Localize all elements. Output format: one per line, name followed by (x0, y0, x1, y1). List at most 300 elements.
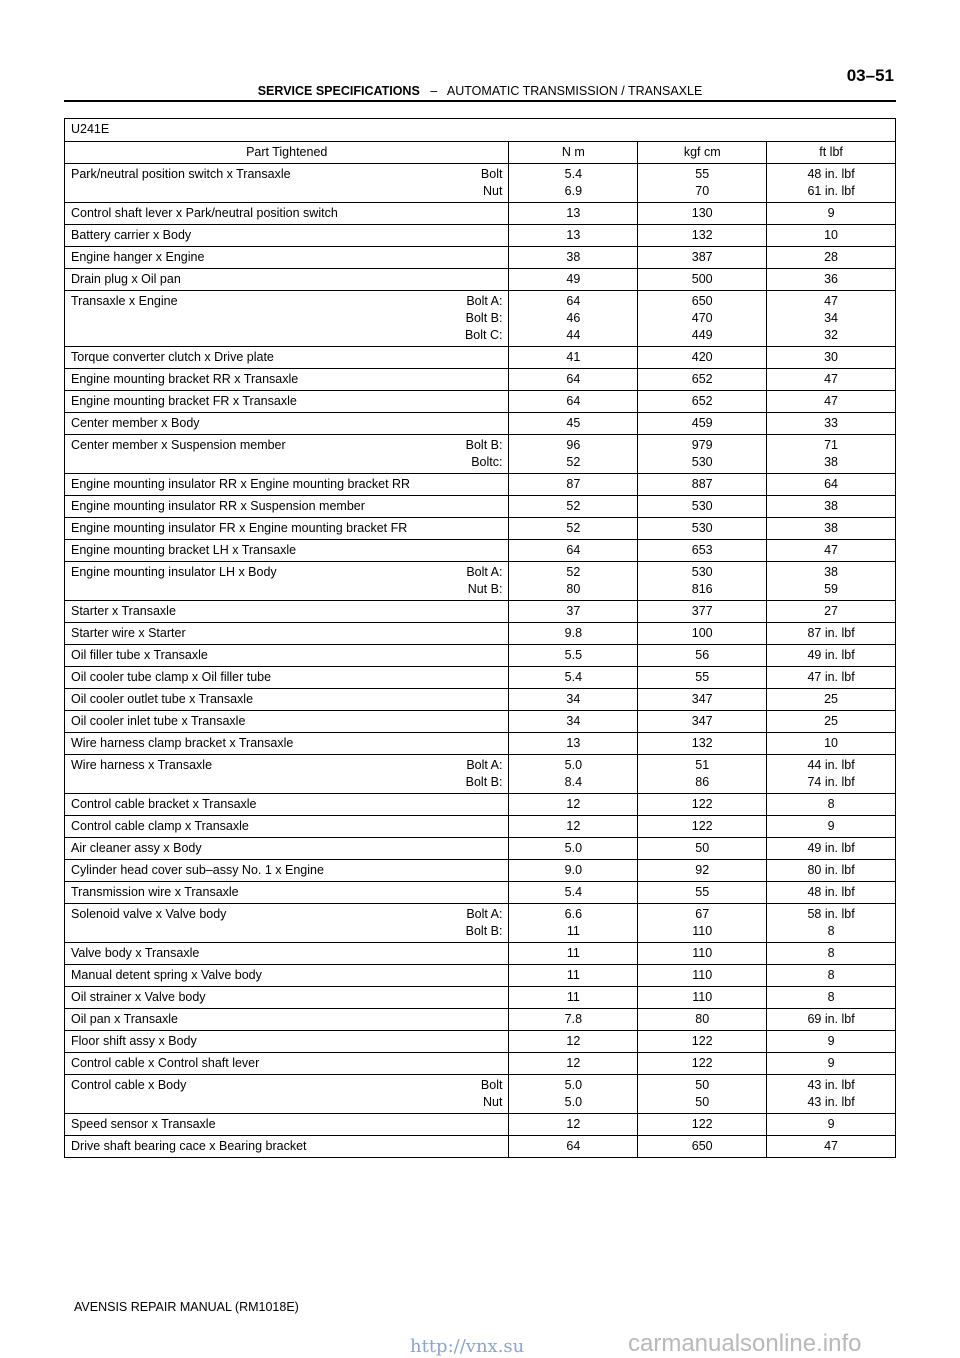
torque-value: 122 (691, 1056, 713, 1070)
table-row (65, 860, 896, 882)
torque-value: 48 in. lbf (807, 885, 855, 899)
torque-value: 816 (691, 582, 713, 596)
table-row (65, 965, 896, 987)
kgf-cell (638, 943, 767, 965)
part-name: Speed sensor x Transaxle (71, 1117, 216, 1131)
ftlbf-cell (767, 391, 896, 413)
kgf-cell (638, 711, 767, 733)
torque-value: 50 (695, 1095, 710, 1109)
torque-value: 46 (566, 311, 581, 325)
nm-cell (509, 987, 638, 1009)
kgf-cell (638, 1031, 767, 1053)
torque-value: 27 (824, 604, 839, 618)
part-cell (65, 540, 509, 562)
kgf-cell (638, 474, 767, 496)
torque-value: 459 (691, 416, 713, 430)
part-cell (65, 269, 509, 291)
part-name: Control cable bracket x Transaxle (71, 797, 257, 811)
part-name: Control cable clamp x Transaxle (71, 819, 249, 833)
torque-value: 64 (566, 1139, 581, 1153)
torque-value: 67 (695, 907, 710, 921)
torque-value: 38 (566, 250, 581, 264)
ftlbf-cell (767, 987, 896, 1009)
kgf-cell (638, 882, 767, 904)
torque-value: 12 (566, 1056, 581, 1070)
part-cell (65, 711, 509, 733)
torque-value: 13 (566, 228, 581, 242)
nm-cell (509, 1031, 638, 1053)
kgf-cell (638, 733, 767, 755)
table-row (65, 1053, 896, 1075)
torque-value: 10 (824, 736, 839, 750)
part-cell (65, 904, 509, 943)
nm-cell (509, 943, 638, 965)
part-name: Drive shaft bearing cace x Bearing bracket (71, 1139, 307, 1153)
torque-value: 48 in. lbf (807, 167, 855, 181)
torque-value: 70 (695, 184, 710, 198)
part-name: Engine mounting insulator RR x Suspension member (71, 499, 365, 513)
nm-cell (509, 1053, 638, 1075)
torque-value: 122 (691, 819, 713, 833)
torque-value: 52 (566, 455, 581, 469)
part-cell (65, 1114, 509, 1136)
part-cell (65, 860, 509, 882)
ftlbf-cell (767, 269, 896, 291)
kgf-cell (638, 860, 767, 882)
part-name: Wire harness x Transaxle (71, 758, 213, 772)
ftlbf-cell (767, 247, 896, 269)
kgf-cell (638, 816, 767, 838)
ftlbf-cell (767, 291, 896, 347)
watermark-url: http://vnx.su (410, 1336, 525, 1357)
torque-value: 64 (566, 394, 581, 408)
table-row (65, 943, 896, 965)
part-cell (65, 225, 509, 247)
part-name: Starter x Transaxle (71, 604, 176, 618)
torque-value: 64 (824, 477, 839, 491)
ftlbf-cell (767, 1053, 896, 1075)
torque-value: 449 (691, 328, 713, 342)
torque-value: 100 (691, 626, 713, 640)
torque-value: 652 (691, 394, 713, 408)
table-row (65, 413, 896, 435)
torque-value: 49 in. lbf (807, 841, 855, 855)
torque-value: 6.6 (564, 907, 583, 921)
ftlbf-cell (767, 816, 896, 838)
part-name: Valve body x Transaxle (71, 946, 200, 960)
ftlbf-cell (767, 601, 896, 623)
kgf-cell (638, 203, 767, 225)
torque-value: 47 (824, 394, 839, 408)
kgf-cell (638, 291, 767, 347)
kgf-cell (638, 755, 767, 794)
column-header: kgf cm (638, 142, 767, 164)
kgf-cell (638, 1075, 767, 1114)
torque-value: 132 (691, 228, 713, 242)
ftlbf-cell (767, 474, 896, 496)
torque-value: 34 (566, 714, 581, 728)
part-cell (65, 816, 509, 838)
nm-cell (509, 689, 638, 711)
fastener-label: Bolt C: (464, 328, 503, 342)
torque-value: 80 in. lbf (807, 863, 855, 877)
table-row (65, 1009, 896, 1031)
fastener-label: Bolt (480, 167, 503, 181)
torque-value: 52 (566, 565, 581, 579)
ftlbf-cell (767, 1031, 896, 1053)
nm-cell (509, 291, 638, 347)
part-name: Engine mounting insulator FR x Engine mounting bracket FR (71, 521, 408, 535)
table-row (65, 711, 896, 733)
torque-value: 11 (566, 968, 580, 982)
kgf-cell (638, 413, 767, 435)
nm-cell (509, 1009, 638, 1031)
part-name: Oil pan x Transaxle (71, 1012, 178, 1026)
part-cell (65, 562, 509, 601)
table-row (65, 755, 896, 794)
torque-value: 5.0 (564, 1078, 583, 1092)
section-title-bold: SERVICE SPECIFICATIONS (257, 84, 420, 98)
torque-value: 51 (695, 758, 710, 772)
part-name: Control cable x Control shaft lever (71, 1056, 260, 1070)
fastener-label: Bolt A: (466, 758, 503, 772)
part-name: Center member x Suspension member (71, 438, 286, 452)
torque-value: 530 (691, 455, 713, 469)
torque-value: 34 (824, 311, 839, 325)
part-cell (65, 623, 509, 645)
part-name: Solenoid valve x Valve body (71, 907, 227, 921)
part-name: Wire harness clamp bracket x Transaxle (71, 736, 294, 750)
torque-value: 979 (691, 438, 713, 452)
ftlbf-cell (767, 562, 896, 601)
table-row (65, 203, 896, 225)
part-name: Battery carrier x Body (71, 228, 192, 242)
torque-value: 132 (691, 736, 713, 750)
table-row (65, 518, 896, 540)
nm-cell (509, 711, 638, 733)
ftlbf-cell (767, 943, 896, 965)
ftlbf-cell (767, 203, 896, 225)
kgf-cell (638, 1136, 767, 1158)
part-cell (65, 667, 509, 689)
torque-value: 30 (824, 350, 839, 364)
torque-value: 347 (691, 714, 713, 728)
part-name: Engine mounting insulator RR x Engine mounting bracket RR (71, 477, 411, 491)
kgf-cell (638, 247, 767, 269)
part-cell (65, 496, 509, 518)
ftlbf-cell (767, 225, 896, 247)
part-cell (65, 413, 509, 435)
torque-value: 38 (824, 455, 839, 469)
part-cell (65, 755, 509, 794)
torque-value: 47 (824, 1139, 839, 1153)
part-cell (65, 291, 509, 347)
fastener-label: Bolt A: (466, 907, 503, 921)
torque-value: 5.0 (564, 1095, 583, 1109)
part-cell (65, 1031, 509, 1053)
torque-value: 9 (827, 1056, 835, 1070)
kgf-cell (638, 623, 767, 645)
fastener-label: Bolt B: (465, 924, 503, 938)
kgf-cell (638, 562, 767, 601)
nm-cell (509, 904, 638, 943)
torque-value: 49 in. lbf (807, 648, 855, 662)
part-cell (65, 1053, 509, 1075)
kgf-cell (638, 1009, 767, 1031)
nm-cell (509, 474, 638, 496)
torque-value: 5.5 (564, 648, 583, 662)
part-cell (65, 347, 509, 369)
part-cell (65, 474, 509, 496)
kgf-cell (638, 269, 767, 291)
torque-value: 377 (691, 604, 713, 618)
fastener-label: Bolt (480, 1078, 503, 1092)
part-name: Oil cooler tube clamp x Oil filler tube (71, 670, 272, 684)
column-header: ft lbf (767, 142, 896, 164)
nm-cell (509, 413, 638, 435)
nm-cell (509, 369, 638, 391)
ftlbf-cell (767, 755, 896, 794)
kgf-cell (638, 435, 767, 474)
nm-cell (509, 623, 638, 645)
table-row (65, 391, 896, 413)
torque-value: 650 (691, 294, 713, 308)
kgf-cell (638, 1053, 767, 1075)
kgf-cell (638, 645, 767, 667)
section-separator: – (430, 84, 438, 98)
nm-cell (509, 435, 638, 474)
torque-value: 71 (824, 438, 839, 452)
ftlbf-cell (767, 1009, 896, 1031)
torque-value: 653 (691, 543, 713, 557)
nm-cell (509, 1075, 638, 1114)
nm-cell (509, 347, 638, 369)
kgf-cell (638, 838, 767, 860)
torque-value: 43 in. lbf (807, 1095, 855, 1109)
torque-value: 55 (695, 885, 710, 899)
torque-spec-table (64, 118, 896, 1158)
part-name: Air cleaner assy x Body (71, 841, 202, 855)
torque-value: 56 (695, 648, 710, 662)
part-name: Drain plug x Oil pan (71, 272, 181, 286)
ftlbf-cell (767, 860, 896, 882)
ftlbf-cell (767, 623, 896, 645)
ftlbf-cell (767, 904, 896, 943)
torque-value: 9 (827, 819, 835, 833)
table-row (65, 496, 896, 518)
table-row (65, 1031, 896, 1053)
torque-value: 50 (695, 1078, 710, 1092)
table-row (65, 435, 896, 474)
fastener-label: Bolt B: (465, 311, 503, 325)
torque-value: 58 in. lbf (807, 907, 855, 921)
torque-value: 8.4 (564, 775, 583, 789)
torque-value: 80 (566, 582, 581, 596)
kgf-cell (638, 369, 767, 391)
nm-cell (509, 816, 638, 838)
ftlbf-cell (767, 1075, 896, 1114)
torque-value: 9 (827, 206, 835, 220)
ftlbf-cell (767, 711, 896, 733)
torque-value: 652 (691, 372, 713, 386)
torque-value: 47 in. lbf (807, 670, 855, 684)
header-rule (64, 100, 896, 102)
nm-cell (509, 667, 638, 689)
torque-value: 500 (691, 272, 713, 286)
torque-value: 34 (566, 692, 581, 706)
nm-cell (509, 1136, 638, 1158)
ftlbf-cell (767, 164, 896, 203)
manual-footer: AVENSIS REPAIR MANUAL (RM1018E) (74, 1300, 299, 1314)
torque-value: 8 (827, 797, 835, 811)
torque-value: 64 (566, 294, 581, 308)
part-cell (65, 838, 509, 860)
part-name: Transmission wire x Transaxle (71, 885, 239, 899)
torque-value: 9.0 (564, 863, 583, 877)
torque-value: 74 in. lbf (807, 775, 855, 789)
torque-value: 6.9 (564, 184, 583, 198)
kgf-cell (638, 667, 767, 689)
table-row (65, 904, 896, 943)
nm-cell (509, 794, 638, 816)
fastener-label: Boltc: (471, 455, 503, 469)
torque-value: 32 (824, 328, 839, 342)
torque-value: 12 (566, 1034, 581, 1048)
part-cell (65, 1075, 509, 1114)
kgf-cell (638, 794, 767, 816)
torque-value: 387 (691, 250, 713, 264)
part-name: Engine mounting bracket RR x Transaxle (71, 372, 299, 386)
column-header: N m (509, 142, 638, 164)
nm-cell (509, 645, 638, 667)
nm-cell (509, 860, 638, 882)
part-cell (65, 164, 509, 203)
nm-cell (509, 882, 638, 904)
torque-value: 37 (566, 604, 581, 618)
table-row (65, 164, 896, 203)
table-row (65, 601, 896, 623)
torque-value: 11 (566, 924, 580, 938)
torque-value: 41 (566, 350, 581, 364)
kgf-cell (638, 965, 767, 987)
part-cell (65, 247, 509, 269)
torque-value: 55 (695, 670, 710, 684)
torque-value: 5.4 (564, 670, 583, 684)
nm-cell (509, 164, 638, 203)
table-row (65, 816, 896, 838)
torque-value: 8 (827, 990, 835, 1004)
torque-value: 55 (695, 167, 710, 181)
section-header (0, 84, 960, 98)
torque-value: 12 (566, 797, 581, 811)
part-name: Cylinder head cover sub–assy No. 1 x Engine (71, 863, 324, 877)
ftlbf-cell (767, 689, 896, 711)
part-cell (65, 689, 509, 711)
torque-value: 47 (824, 294, 839, 308)
torque-value: 47 (824, 543, 839, 557)
torque-value: 11 (566, 946, 580, 960)
kgf-cell (638, 601, 767, 623)
table-header-row (65, 142, 896, 164)
part-name: Control shaft lever x Park/neutral position switch (71, 206, 338, 220)
kgf-cell (638, 518, 767, 540)
torque-value: 887 (691, 477, 713, 491)
torque-value: 530 (691, 565, 713, 579)
ftlbf-cell (767, 413, 896, 435)
part-name: Oil filler tube x Transaxle (71, 648, 208, 662)
torque-value: 69 in. lbf (807, 1012, 855, 1026)
ftlbf-cell (767, 435, 896, 474)
part-cell (65, 1136, 509, 1158)
torque-value: 44 in. lbf (807, 758, 855, 772)
ftlbf-cell (767, 794, 896, 816)
table-row (65, 269, 896, 291)
part-cell (65, 794, 509, 816)
torque-value: 130 (691, 206, 713, 220)
torque-value: 8 (827, 946, 835, 960)
part-name: Center member x Body (71, 416, 200, 430)
kgf-cell (638, 391, 767, 413)
torque-value: 36 (824, 272, 839, 286)
part-name: Engine mounting bracket FR x Transaxle (71, 394, 297, 408)
table-row (65, 623, 896, 645)
torque-value: 59 (824, 582, 839, 596)
part-cell (65, 601, 509, 623)
table-row (65, 645, 896, 667)
table-title: U241E (65, 119, 896, 142)
part-name: Oil cooler inlet tube x Transaxle (71, 714, 246, 728)
ftlbf-cell (767, 882, 896, 904)
table-row (65, 562, 896, 601)
nm-cell (509, 965, 638, 987)
torque-value: 87 (566, 477, 581, 491)
torque-value: 43 in. lbf (807, 1078, 855, 1092)
torque-value: 110 (692, 968, 713, 982)
part-cell (65, 882, 509, 904)
part-cell (65, 203, 509, 225)
torque-value: 5.4 (564, 167, 583, 181)
ftlbf-cell (767, 1114, 896, 1136)
nm-cell (509, 562, 638, 601)
kgf-cell (638, 225, 767, 247)
torque-value: 10 (824, 228, 839, 242)
torque-value: 420 (691, 350, 713, 364)
torque-value: 110 (692, 990, 713, 1004)
nm-cell (509, 601, 638, 623)
torque-value: 45 (566, 416, 581, 430)
torque-value: 33 (824, 416, 839, 430)
torque-value: 7.8 (564, 1012, 583, 1026)
torque-value: 110 (692, 946, 713, 960)
torque-value: 530 (691, 499, 713, 513)
table-title-row (65, 119, 896, 142)
kgf-cell (638, 1114, 767, 1136)
part-cell (65, 987, 509, 1009)
part-name: Oil strainer x Valve body (71, 990, 206, 1004)
torque-value: 49 (566, 272, 581, 286)
fastener-label: Bolt B: (465, 438, 503, 452)
torque-value: 38 (824, 565, 839, 579)
page-number: 03–51 (846, 66, 894, 85)
nm-cell (509, 518, 638, 540)
torque-value: 52 (566, 499, 581, 513)
torque-value: 87 in. lbf (807, 626, 855, 640)
kgf-cell (638, 987, 767, 1009)
section-title-rest: AUTOMATIC TRANSMISSION / TRANSAXLE (446, 84, 703, 98)
ftlbf-cell (767, 667, 896, 689)
fastener-label: Nut (483, 1095, 503, 1109)
part-name: Floor shift assy x Body (71, 1034, 197, 1048)
